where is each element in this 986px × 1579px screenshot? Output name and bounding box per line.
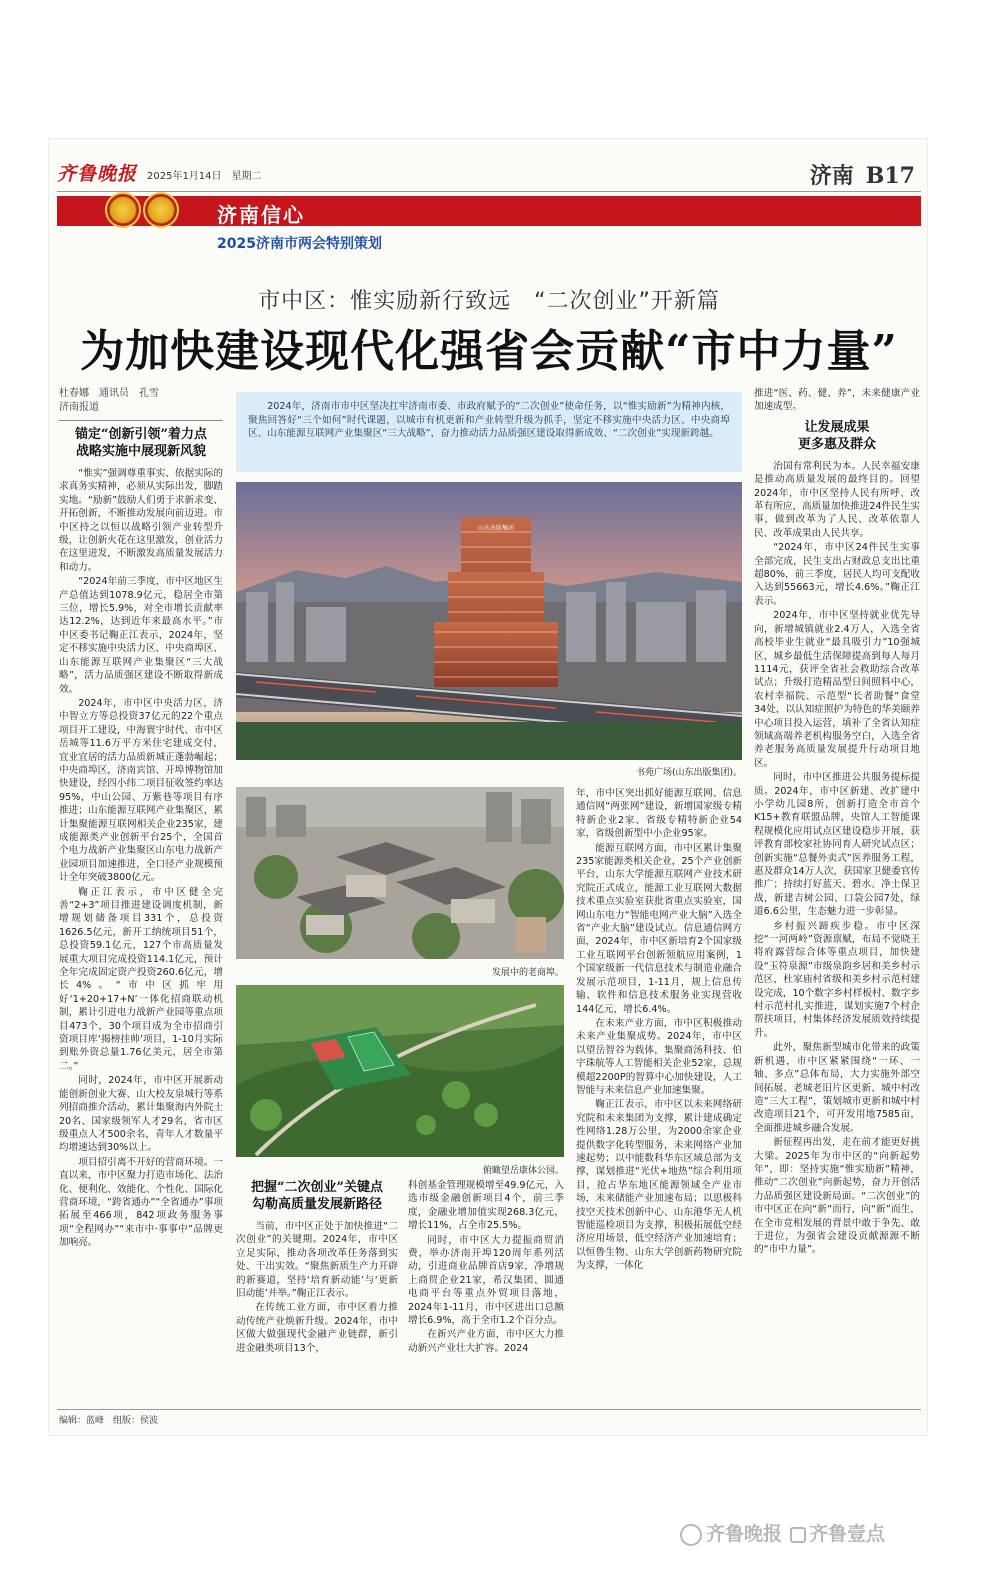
- summary-box: 2024年，济南市市中区坚决扛牢济南市委、市政府赋予的“二次创业”使命任务，以“惟实励新”为精神内核，聚焦回答好“三个如何”时代课题，以城市有机更新和产业转型升级为抓手，坚定不移实施中央活力区、中央商埠区、山东能源互联网产业集聚区“三大战略”，奋力推动活力品质强区建设取得新成效、“二次创业”实现新跨越。: [236, 392, 742, 472]
- paragraph: 当前，市中区正处于加快推进“二次创业”的关键期。2024年，市中区立足实际，推动各项改革任务落到实处、干出实效。“聚焦新质生产力开辟的新赛道，坚持‘培育新动能’与‘更新旧动能’并举。”鞠正江表示。: [236, 1221, 398, 1300]
- paragraph: 能源互联网方面，市中区累计集聚235家能源类相关企业，25个产业创新平台，山东大学能源互联网产业技术研究院正式成立，能源工业互联网大数据技术重点实验室获批省重点实验室，国网山东电力“智能电网产业大脑”入选全省“产业大脑”建设试点。信息通信网方面，2024年，市中区新培育2个国家级工业互联网平台创新领航应用案例，1个国家级新一代信息技术与制造业融合发展示范项目，1-11月，规上信息传输、软件和信息技术服务业实现营收144亿元，增长6.4%。: [576, 842, 742, 1015]
- paragraph: 同时，2024年，市中区开展新动能创新创业大赛、山大校友泉城行等系列招商推介活动，累计集聚海内外院士20名、国家级领军人才29名，省市区级重点人才500余名，青年人才数量平均增速达到30%以上。: [59, 1075, 223, 1154]
- photo-caption-3: 俯瞰望岳康体公园。: [482, 1166, 564, 1176]
- issue-date: 2025年1月14日 星期二: [147, 171, 262, 182]
- article-column-1: [59, 387, 223, 1407]
- paragraph: 2024年，市中区坚持就业优先导向，新增城镇就业2.4万人，入选全省高校毕业生就业“最具吸引力”10强城区，城乡最低生活保障提高到每人每月1114元，获评全省社会救助综合改革试点；升级打造精品型日间照料中心，农村幸福院、示范型“长者助餐”食堂34处，以认知症照护为特色的华美颐养中心项目投入运营，填补了全省认知症领域高端养老机构服务空白，入选全省养老服务高质量发展提升行动项目地区。: [754, 610, 920, 769]
- footer-rule: [57, 1409, 921, 1410]
- paragraph: 在未来产业方面，市中区积极推动未来产业集聚成势。2024年，市中区以望岳智谷为载体，集聚商汤科技、伯宇珠航等人工智能相关企业52家，总规模超2200P的智算中心加快建设，人工智能与未来信息产业加速集聚。: [576, 1017, 742, 1096]
- article-column-5: [754, 387, 920, 1407]
- paragraph: 在新兴产业方面，市中区大力推动新兴产业壮大扩容。2024: [408, 1329, 564, 1354]
- paragraph: “2024年，市中区24件民生实事全部完成，民生支出占财政总支出比重超80%，前三季度，居民人均可支配收入达到55663元，增长4.6%。”鞠正江表示。: [754, 542, 920, 607]
- subheading-3: 让发展成果 更多惠及群众: [797, 419, 876, 452]
- paragraph: 鞠正江表示，市中区健全完善“2+3”项目推进建设调度机制，新增规划储备项目331个，总投资1626.5亿元，新开工纳统项目51个，总投资59.1亿元，127个市高质量发展重大项目完成投资114.1亿元，预计全年完成固定资产投资260.6亿元，增长4%。“市中区抓牢用好‘1+20+17+N’一体化招商联动机制，累计引进电力战新产业园等重点项目473个，30个项目成为全市招商引资项目库‘揭榜挂帅’项目，1-10月实际到账外资总量1.76亿美元，居全市第二。”: [59, 886, 223, 1072]
- paragraph: 2024年，市中区中央活力区，济中智立方等总投资37亿元的22个重点项目开工建设，中海寰宇时代、市中区岳城等11.6万平方米住宅建成交付，宜业宜居的活力品质新城正蓬勃崛起；中央商埠区，济南宾馆、开埠博物馆加快建设，经四小纬二项目征收签约率达95%，中山公园、万紫巷等项目有序推进；山东能源互联网产业集聚区，累计集聚能源互联网相关企业235家，建成能源类产业创新平台25个，全国首个电力战新产业集聚区山东电力战新产业园项目加速推进，全口径产业规模预计全年突破3800亿元。: [59, 697, 223, 884]
- paragraph: 推进“医、药、健、养”，未来健康产业加速成型。: [754, 388, 920, 413]
- national-emblem-icon: [105, 192, 141, 228]
- subheading-2: 把握“二次创业”关键点 勾勒高质量发展新路径: [251, 1180, 383, 1212]
- page-header: [57, 159, 921, 189]
- kicker-headline: 市中区：惟实励新行致远 “二次创业”开新篇: [258, 289, 720, 314]
- paragraph: 科创基金管理规模增至49.9亿元，入选市级金融创新项目4个，前三季度，金融业增加值实现268.3亿元，增长11%，占全市25.5%。: [408, 1180, 564, 1232]
- photo-old-business-district: [236, 787, 564, 959]
- banner-subtitle: 2025济南市两会特别策划: [217, 236, 382, 252]
- paragraph: “2024年前三季度，市中区地区生产总值达到1078.9亿元，稳居全市第三位，增长5.9%，对全市增长贡献率达12.2%，达到近年来最高水平。”市中区委书记鞠正江表示，2024年，坚定不移实施中央活力区、中央商埠区、山东能源互联网产业集聚区“三大战略”，活力品质强区建设不断取得新成效。: [59, 576, 223, 695]
- paragraph: 年，市中区突出抓好能源互联网、信息通信网“两张网”建设，新增国家级专精特新企业2家、省级专精特新企业54家，省级创新型中小企业95家。: [576, 788, 742, 840]
- banner-title: 济南信心: [217, 203, 305, 227]
- page-number: B17: [865, 163, 915, 189]
- section-marker: [810, 159, 915, 190]
- photo-caption-1: 书苑广场(山东出版集团)。: [635, 768, 742, 778]
- article-column-3: [408, 1179, 564, 1407]
- section-name: 济南: [809, 163, 854, 189]
- paragraph: 鞠正江表示，市中区以未来网络研究院和未来集团为支撑，累计建成确定性网络1.28万公里，为2000余家企业提供数字化转型服务，未来网络产业加速起势；以中能数科华东区域总部为支撑，谋划推进“光伏+地热”综合利用项目，抢占华东地区能源领域全产业市场，未来储能产业加速布局；以思极科技空天技术创新中心、山东港华无人机智能巡检项目为支撑，积极拓展低空经济应用场景，低空经济产业加速培育；以恒鲁生物、山东大学创新药物研究院为支撑，一体化: [576, 1099, 742, 1272]
- photo-shuyuan-plaza: [236, 482, 742, 760]
- paragraph: 在传统工业方面，市中区着力推动传统产业焕新升级。2024年，市中区做大做强现代金融产业链群，新引进金融类项目13个，: [236, 1302, 398, 1354]
- subheading-1: 锚定“创新引领”着力点 战略实施中展现新风貌: [75, 427, 207, 459]
- divider: [59, 420, 223, 421]
- byline-location: 济南报道: [59, 402, 99, 413]
- qilu-logo-icon: [680, 1524, 702, 1546]
- section-banner: [57, 196, 921, 226]
- watermark-brand-2: 齐鲁壹点: [809, 1523, 886, 1545]
- paragraph: 同时，市中区大力提振商贸消费，举办济南开埠120周年系列活动，引进商业品牌首店9家，净增规上商贸企业21家，希汉集团、圆通电商平台等重点外贸项目落地，2024年1-11月，市中区进出口总额增长6.9%，高于全市1.2个百分点。: [408, 1234, 564, 1327]
- app-icon: [790, 1527, 806, 1543]
- paragraph: 项目招引离不开好的营商环境。一直以来，市中区聚力打造市场化、法治化、便利化、效能化、个性化、国际化营商环境，“跨省通办”“全省通办”事项拓展至466项，842项政务服务事项“全程网办”“来市中·事事中”品牌更加响亮。: [59, 1156, 223, 1249]
- footer-editor: 编辑：蓝峰 组版：侯波: [59, 1416, 159, 1426]
- masthead-logo: 齐鲁晚报: [57, 163, 138, 185]
- paragraph: 治国有常利民为本。人民幸福安康是推动高质量发展的最终目的。回望2024年，市中区坚持人民有所呼、改革有所应，高质量加快推进24件民生实事，做到改革为了人民、改革依靠人民、改革成果由人民共享。: [754, 460, 920, 539]
- newspaper-page: [48, 138, 928, 1436]
- watermark: [680, 1519, 885, 1546]
- party-emblem-icon: [143, 192, 179, 228]
- photo-caption-2: 发展中的老商埠。: [491, 968, 564, 978]
- photo-wangyue-park: [236, 985, 564, 1157]
- article-column-2: [236, 1179, 398, 1407]
- paragraph: 此外，聚焦新型城市化带来的政策新机遇，市中区紧紧围绕“一环、一轴、多点”总体布局，大力实施外部空间拓展、老城老旧片区更新、城中村改造“三大工程”，策划城市更新和城中村改造项目21个，可开发用地7585亩，全面推进城乡融合发展。: [754, 1042, 920, 1134]
- watermark-brand-1: 齐鲁晚报: [706, 1523, 783, 1545]
- byline-reporters: 杜春娜 通讯员 孔雪: [59, 388, 159, 399]
- article-column-4: [576, 787, 742, 1407]
- paragraph: 乡村振兴蹄疾步稳。市中区深挖“一河两岭”资源禀赋，布局不觉晓王将府露营综合体等重点项目，加快建设“玉符泉源”市级泉韵乡居和美乡村示范区，杜家庙村省级和美乡村示范村建设完成，10个数字乡村样板村、数字乡村示范村扎实推进，谋划实施7个村企帮扶项目，村集体经济发展质效持续提升。: [754, 920, 920, 1039]
- paragraph: 同时，市中区推进公共服务提标提质。2024年，市中区新建、改扩建中小学幼儿园8所，创新打造全市首个K15+教育联盟品牌，央馆人工智能课程规模化应用试点区建设稳步开展，获评教育部校家社协同育人研究试点区；创新实施“总餐外卖式”医养服务工程，惠及群众14万人次，获国家卫健委官传推广；持续打好蓝天、碧水、净土保卫战，新建吉树公园、口袋公园7处，绿道6.6公里，生态魅力进一步彰显。: [754, 772, 920, 918]
- paragraph: “惟实”强调尊重事实、依据实际的求真务实精神，必须从实际出发，脚踏实地。“励新”鼓励人们勇于求新求变、开拓创新，不断推动发展向前迈进。市中区持之以恒以战略引领产业转型升级，让创新火花在这里激发，创业活力在这里迸发，不断激发高质量发展活力和动力。: [59, 468, 223, 573]
- main-headline: 为加快建设现代化强省会贡献“市中力量”: [80, 326, 898, 377]
- header-rule: [57, 191, 921, 192]
- paragraph: 新征程再出发，走在前才能更好挑大梁。2025年为市中区的“向新起势年”，即：坚持实施“惟实励新”精神，推动“二次创业”向新起势，奋力开创活力品质强区建设新局面。“二次创业”的市中区正在向“新”而行，向“新”而生，在全市竞相发展的背景中敢于争先、敢于进位，为强省会建设贡献源源不断的“市中力量”。: [754, 1137, 920, 1256]
- building-sign: 山东出版集团: [477, 525, 515, 532]
